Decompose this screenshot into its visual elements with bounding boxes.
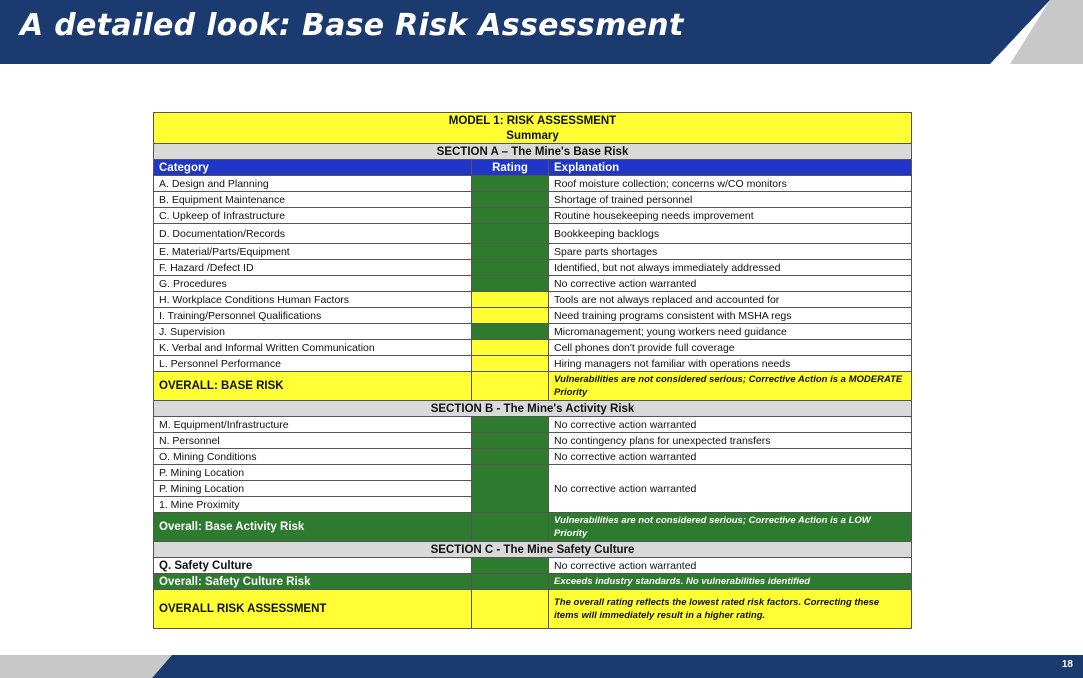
section-c-row: [154, 542, 912, 558]
rating-cell-yellow: [472, 308, 549, 324]
row-category: O. Mining Conditions: [154, 449, 472, 465]
summary-row: [154, 128, 912, 144]
page-number: 18: [1061, 659, 1073, 670]
overall-activity-label: Overall: Base Activity Risk: [154, 513, 472, 542]
overall-base-explanation: Vulnerabilities are not considered serious; Corrective Action is a MODERATE Priority: [549, 372, 912, 401]
row-explanation: Tools are not always replaced and accounted for: [549, 292, 912, 308]
risk-assessment-table: [153, 112, 912, 629]
table-row: [154, 244, 912, 260]
title-bar: [0, 0, 1083, 64]
rating-cell-yellow: [472, 292, 549, 308]
row-explanation: No corrective action warranted: [549, 558, 912, 574]
row-category: P. Mining Location: [154, 481, 472, 497]
row-category: B. Equipment Maintenance: [154, 192, 472, 208]
table-row: [154, 308, 912, 324]
row-explanation: Identified, but not always immediately addressed: [549, 260, 912, 276]
table-row: [154, 340, 912, 356]
row-explanation: Cell phones don't provide full coverage: [549, 340, 912, 356]
row-explanation: Hiring managers not familiar with operations needs: [549, 356, 912, 372]
overall-assessment-explanation: The overall rating reflects the lowest rated risk factors. Correcting these items will immediately result in a higher rating.: [549, 590, 912, 629]
table-row: [154, 449, 912, 465]
table-row: [154, 192, 912, 208]
rating-cell-yellow: [472, 340, 549, 356]
row-explanation: Spare parts shortages: [549, 244, 912, 260]
table-row: [154, 356, 912, 372]
row-category: N. Personnel: [154, 433, 472, 449]
row-explanation: No corrective action warranted: [549, 417, 912, 433]
overall-culture-row: [154, 574, 912, 590]
row-category: A. Design and Planning: [154, 176, 472, 192]
overall-culture-explanation: Exceeds industry standards. No vulnerabilities identified: [549, 574, 912, 590]
row-explanation: No corrective action warranted: [549, 465, 912, 513]
rating-cell-yellow: [472, 590, 549, 629]
table-row: [154, 224, 912, 244]
section-c-heading: SECTION C - The Mine Safety Culture: [154, 542, 912, 558]
table-row: [154, 433, 912, 449]
row-category: C. Upkeep of Infrastructure: [154, 208, 472, 224]
table-row: [154, 276, 912, 292]
table-row: [154, 176, 912, 192]
table-row: [154, 465, 912, 481]
section-a-heading: SECTION A – The Mine's Base Risk: [154, 144, 912, 160]
rating-cell-green: [472, 224, 549, 244]
row-category: I. Training/Personnel Qualifications: [154, 308, 472, 324]
row-category: E. Material/Parts/Equipment: [154, 244, 472, 260]
row-explanation: Bookkeeping backlogs: [549, 224, 912, 244]
overall-activity-explanation: Vulnerabilities are not considered serious; Corrective Action is a LOW Priority: [549, 513, 912, 542]
rating-cell-green: [472, 574, 549, 590]
table-row: [154, 417, 912, 433]
model-title-row: [154, 113, 912, 129]
rating-cell-green: [472, 244, 549, 260]
row-category: P. Mining Location: [154, 465, 472, 481]
rating-cell-yellow: [472, 356, 549, 372]
overall-base-label: OVERALL: BASE RISK: [154, 372, 472, 401]
rating-cell-green: [472, 513, 549, 542]
row-category: L. Personnel Performance: [154, 356, 472, 372]
rating-cell-green: [472, 465, 549, 513]
footer-bar-shapes: [0, 655, 1083, 678]
rating-cell-green: [472, 433, 549, 449]
row-explanation: No corrective action warranted: [549, 276, 912, 292]
rating-cell-green: [472, 260, 549, 276]
row-explanation: Need training programs consistent with MSHA regs: [549, 308, 912, 324]
table-row: [154, 292, 912, 308]
row-explanation: No corrective action warranted: [549, 449, 912, 465]
section-a-row: [154, 144, 912, 160]
row-category: G. Procedures: [154, 276, 472, 292]
row-category: M. Equipment/Infrastructure: [154, 417, 472, 433]
row-explanation: Roof moisture collection; concerns w/CO monitors: [549, 176, 912, 192]
row-explanation: No contingency plans for unexpected transfers: [549, 433, 912, 449]
overall-activity-row: [154, 513, 912, 542]
rating-cell-green: [472, 449, 549, 465]
rating-cell-green: [472, 558, 549, 574]
header-explanation: Explanation: [549, 160, 912, 176]
table-row: [154, 208, 912, 224]
rating-cell-green: [472, 192, 549, 208]
row-explanation: Micromanagement; young workers need guidance: [549, 324, 912, 340]
header-category: Category: [154, 160, 472, 176]
model-title: MODEL 1: RISK ASSESSMENT: [154, 113, 912, 129]
rating-cell-green: [472, 324, 549, 340]
overall-assessment-row: [154, 590, 912, 629]
footer-bar: [0, 655, 1083, 678]
table-row: [154, 558, 912, 574]
rating-cell-green: [472, 176, 549, 192]
table-row: [154, 324, 912, 340]
row-category: Q. Safety Culture: [154, 558, 472, 574]
summary-label: Summary: [154, 128, 912, 144]
section-b-heading: SECTION B - The Mine's Activity Risk: [154, 401, 912, 417]
row-category: F. Hazard /Defect ID: [154, 260, 472, 276]
row-category: J. Supervision: [154, 324, 472, 340]
rating-cell-green: [472, 208, 549, 224]
slide-title: A detailed look: Base Risk Assessment: [20, 8, 684, 43]
row-category: K. Verbal and Informal Written Communication: [154, 340, 472, 356]
overall-culture-label: Overall: Safety Culture Risk: [154, 574, 472, 590]
row-category: H. Workplace Conditions Human Factors: [154, 292, 472, 308]
table-row: [154, 260, 912, 276]
rating-cell-green: [472, 417, 549, 433]
rating-cell-yellow: [472, 372, 549, 401]
section-b-row: [154, 401, 912, 417]
rating-cell-green: [472, 276, 549, 292]
row-explanation: Routine housekeeping needs improvement: [549, 208, 912, 224]
row-category: D. Documentation/Records: [154, 224, 472, 244]
row-explanation: Shortage of trained personnel: [549, 192, 912, 208]
overall-assessment-label: OVERALL RISK ASSESSMENT: [154, 590, 472, 629]
row-category: 1. Mine Proximity: [154, 497, 472, 513]
overall-base-row: [154, 372, 912, 401]
header-row: [154, 160, 912, 176]
header-rating: Rating: [472, 160, 549, 176]
